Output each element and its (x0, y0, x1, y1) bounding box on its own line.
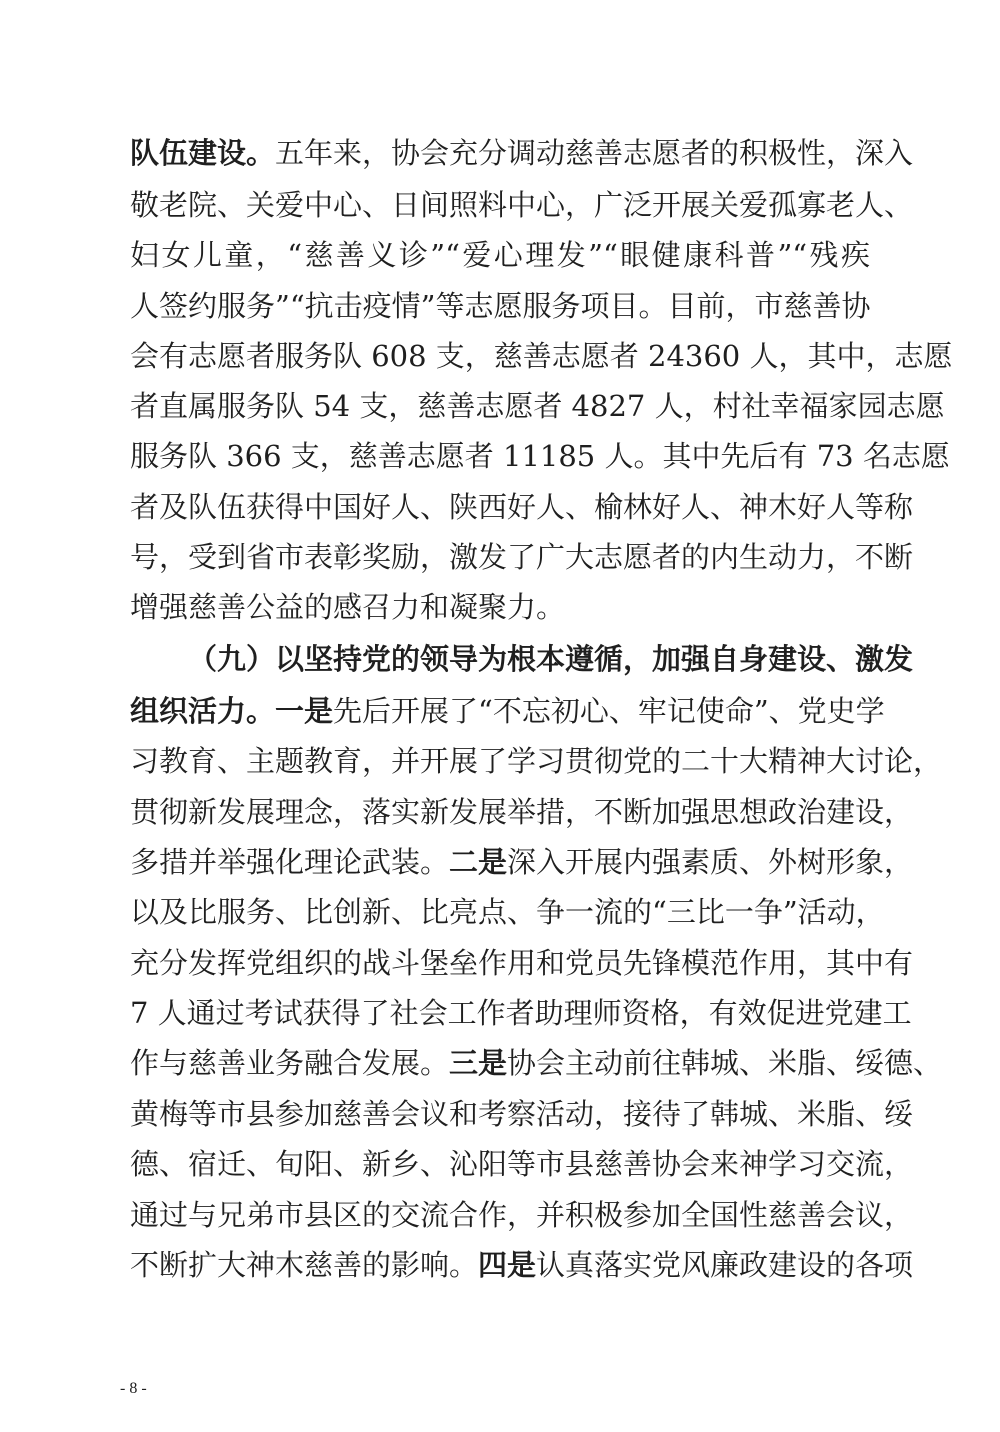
text-line: 德、宿迁、旬阳、新乡、沁阳等市县慈善协会来神学习交流， (130, 1147, 914, 1181)
text-line: 组织活力。一是先后开展了“不忘初心、牢记使命”、党史学 (130, 694, 885, 728)
text-line: 号，受到省市表彰奖励，激发了广大志愿者的内生动力，不断 (130, 540, 914, 574)
page-number: - 8 - (120, 1380, 147, 1397)
text-line: 者直属服务队 54 支，慈善志愿者 4827 人，村社幸福家园志愿 (130, 389, 945, 423)
text-line: 黄梅等市县参加慈善会议和考察活动，接待了韩城、米脂、绥 (130, 1097, 914, 1131)
text-line: 作与慈善业务融合发展。三是协会主动前往韩城、米脂、绥德、 (130, 1046, 943, 1080)
text-line: 充分发挥党组织的战斗堡垒作用和党员先锋模范作用，其中有 (130, 946, 914, 980)
text-line: 7 人通过考试获得了社会工作者助理师资格，有效促进党建工 (130, 996, 912, 1030)
text-line: 不断扩大神木慈善的影响。四是认真落实党风廉政建设的各项 (130, 1248, 914, 1282)
text-line: 增强慈善公益的感召力和凝聚力。 (130, 590, 566, 624)
text-line: 服务队 366 支，慈善志愿者 11185 人。其中先后有 73 名志愿 (130, 439, 950, 473)
text-line: 队伍建设。五年来，协会充分调动慈善志愿者的积极性，深入 (130, 136, 914, 170)
text-line: 通过与兄弟市县区的交流合作，并积极参加全国性慈善会议， (130, 1198, 914, 1232)
text-line: 妇女儿童，“慈善义诊”“爱心理发”“眼健康科普”“残疾 (130, 238, 870, 272)
section-heading-line: （九）以坚持党的领导为根本遵循，加强自身建设、激发 (188, 642, 914, 676)
text-line: 敬老院、关爱中心、日间照料中心，广泛开展关爱孤寡老人、 (130, 188, 914, 222)
text-line: 者及队伍获得中国好人、陕西好人、榆林好人、神木好人等称 (130, 490, 914, 524)
text-line: 贯彻新发展理念，落实新发展举措，不断加强思想政治建设， (130, 795, 914, 829)
text-line: 会有志愿者服务队 608 支，慈善志愿者 24360 人，其中，志愿 (130, 339, 953, 373)
text-line: 以及比服务、比创新、比亮点、争一流的“三比一争”活动， (130, 895, 885, 929)
text-line: 多措并举强化理论武装。二是深入开展内强素质、外树形象， (130, 845, 914, 879)
page-number-footer (0, 1380, 1000, 1432)
text-line: 人签约服务”“抗击疫情”等志愿服务项目。目前，市慈善协 (130, 289, 871, 323)
text-line: 习教育、主题教育，并开展了学习贯彻党的二十大精神大讨论， (130, 744, 943, 778)
